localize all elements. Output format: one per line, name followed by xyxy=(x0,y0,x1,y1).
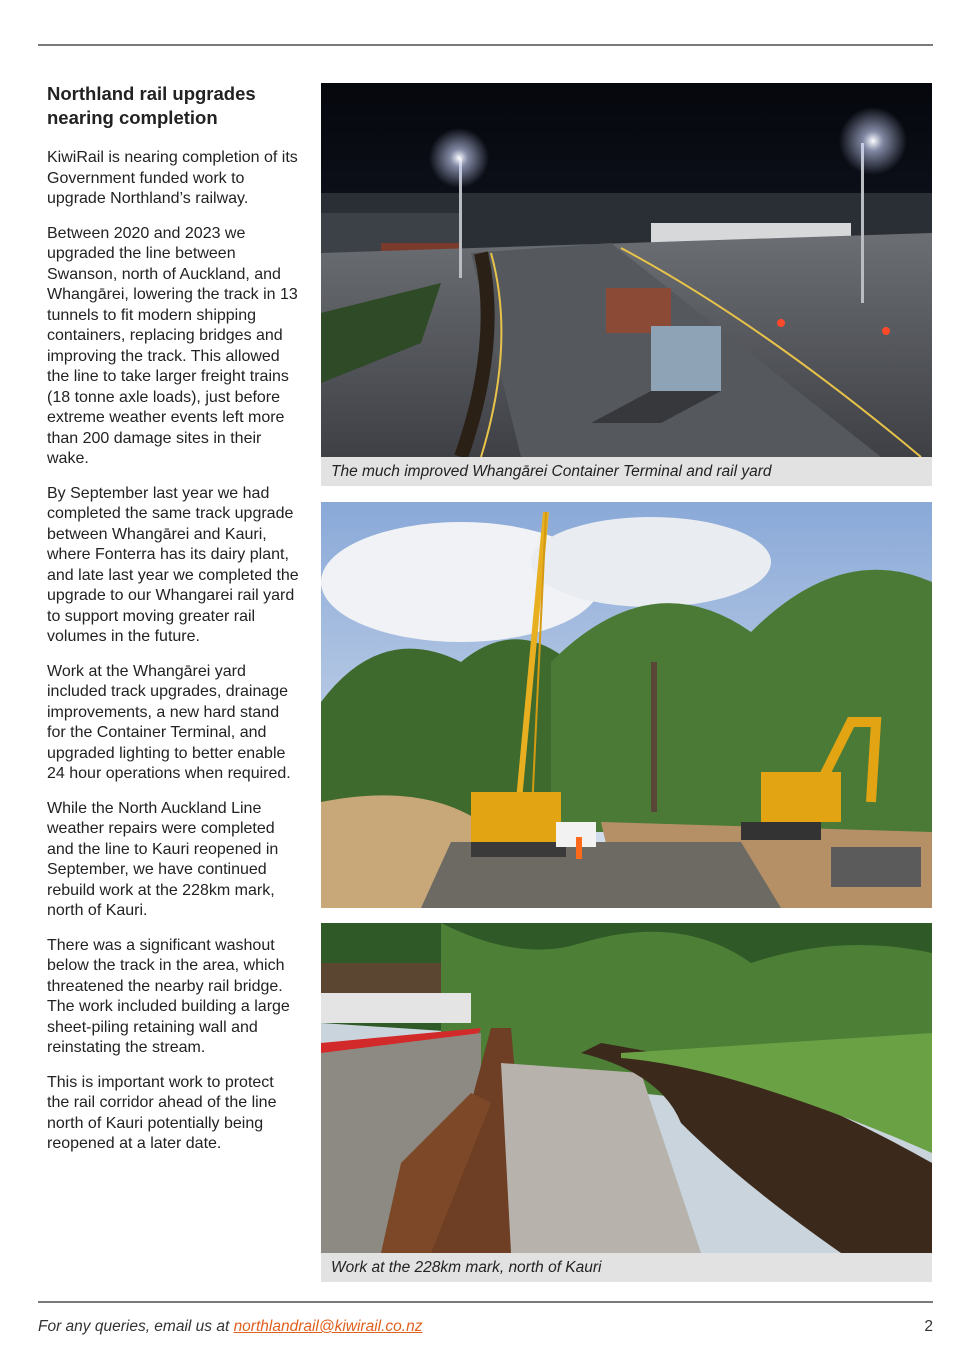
paragraph-1: KiwiRail is nearing completion of its Government funded work to upgrade Northland’s railway. xyxy=(47,149,298,207)
paragraph-2: Between 2020 and 2023 we upgraded the line between Swanson, north of Auckland, and Whangārei, lowering the track in 13 tunnels to fit modern shipping containers, replacing bridges and improving the track. This allowed the line to take larger freight trains (18 tonne axle loads), just before extreme weather events left more than 200 damage sites in their wake. xyxy=(47,224,298,467)
bottom-rule xyxy=(38,1301,933,1303)
footer xyxy=(38,1318,933,1336)
rail-yard-photo xyxy=(321,83,932,457)
rail-yard-caption: The much improved Whangārei Container Terminal and rail yard xyxy=(321,457,932,486)
footer-text: For any queries, email us at xyxy=(38,1318,234,1335)
paragraph-4: Work at the Whangārei yard included track upgrades, drainage improvements, a new hard stand for the Container Terminal, and upgraded lighting to better enable 24 hour operations when required. xyxy=(47,662,291,782)
crane-worksite-photo xyxy=(321,502,932,908)
page-number: 2 xyxy=(924,1318,933,1335)
paragraph-5: While the North Auckland Line weather repairs were completed and the line to Kauri reopened in September, we have continued rebuild work at the 228km mark, north of Kauri. xyxy=(47,799,279,919)
paragraph-7: This is important work to protect the rail corridor ahead of the line north of Kauri potentially being reopened at a later date. xyxy=(47,1073,277,1152)
article-column xyxy=(47,82,299,1169)
article-title: Northland rail upgrades nearing completion xyxy=(47,83,256,128)
paragraph-3: By September last year we had completed the same track upgrade between Whangārei and Kauri, where Fonterra has its dairy plant, and late last year we completed the upgrade to our Whangarei rail yard to support moving greater rail volumes in the future. xyxy=(47,484,299,645)
top-rule xyxy=(38,44,933,46)
paragraph-6: There was a significant washout below the track in the area, which threatened the nearby rail bridge. The work included building a large sheet-piling retaining wall and reinstating the stream. xyxy=(47,936,290,1056)
sheet-piling-caption: Work at the 228km mark, north of Kauri xyxy=(321,1253,932,1282)
sheet-piling-photo xyxy=(321,923,932,1253)
email-link[interactable]: northlandrail@kiwirail.co.nz xyxy=(233,1318,423,1335)
